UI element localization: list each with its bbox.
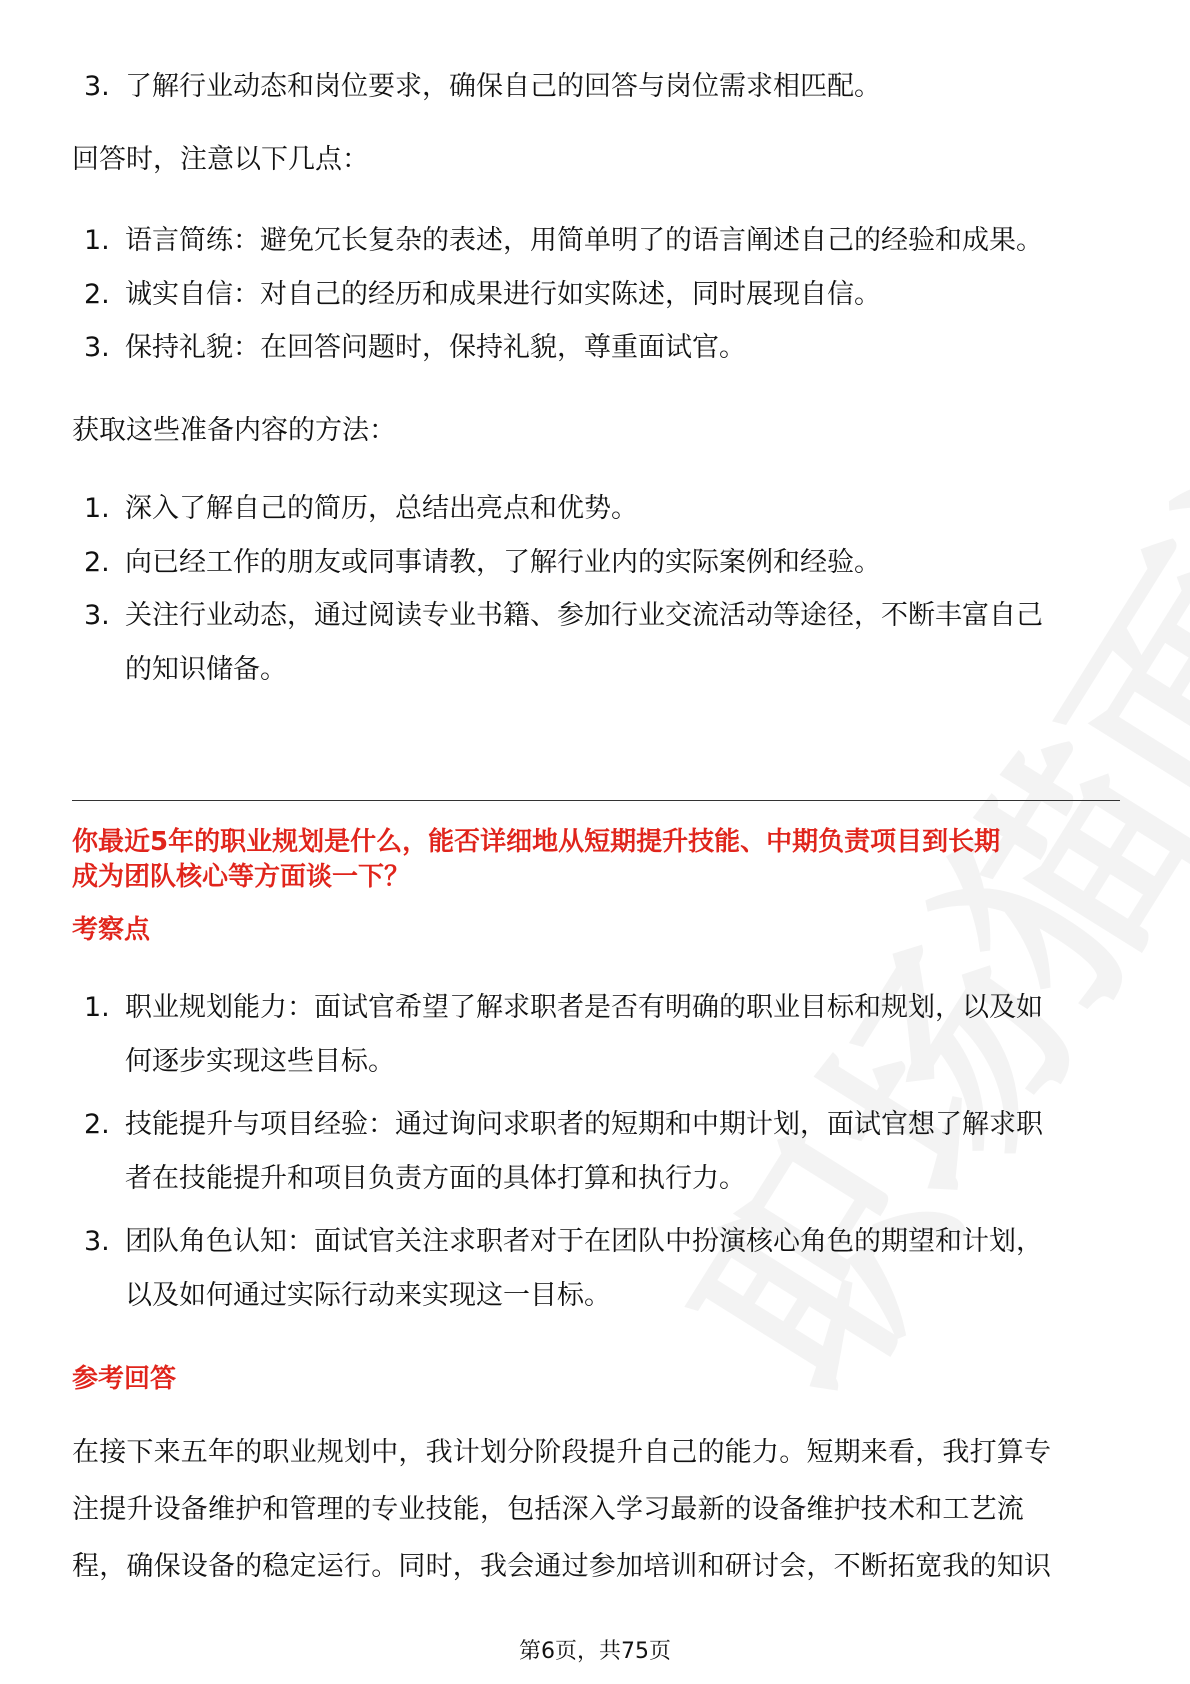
question-title-line2: 成为团队核心等方面谈一下？ bbox=[72, 862, 411, 892]
list-number: 3. bbox=[84, 71, 110, 102]
list-text: 何逐步实现这些目标。 bbox=[125, 1046, 395, 1077]
list-number: 3. bbox=[84, 1226, 110, 1257]
list-number: 3. bbox=[84, 600, 110, 631]
list-text: 职业规划能力：面试官希望了解求职者是否有明确的职业目标和规划，以及如 bbox=[125, 992, 1043, 1023]
page-number: 第6页，共75页 bbox=[519, 1639, 671, 1664]
list-text: 诚实自信：对自己的经历和成果进行如实陈述，同时展现自信。 bbox=[125, 279, 881, 310]
list-text: 了解行业动态和岗位要求，确保自己的回答与岗位需求相匹配。 bbox=[125, 71, 881, 102]
list-number: 1. bbox=[84, 493, 110, 524]
answer-line: 在接下来五年的职业规划中，我计划分阶段提升自己的能力。短期来看，我打算专 bbox=[72, 1437, 1052, 1468]
list-number: 1. bbox=[84, 225, 110, 256]
section-divider bbox=[72, 800, 1120, 801]
list-number: 1. bbox=[84, 992, 110, 1023]
list-text: 以及如何通过实际行动来实现这一目标。 bbox=[125, 1280, 611, 1311]
list-text: 深入了解自己的简历，总结出亮点和优势。 bbox=[125, 493, 638, 524]
answer-heading: 参考回答 bbox=[72, 1364, 177, 1394]
answer-tips-heading: 回答时，注意以下几点： bbox=[72, 144, 369, 175]
question-title-line1: 你最近5年的职业规划是什么，能否详细地从短期提升技能、中期负责项目到长期 bbox=[72, 827, 1001, 857]
list-text: 向已经工作的朋友或同事请教，了解行业内的实际案例和经验。 bbox=[125, 547, 881, 578]
answer-line: 注提升设备维护和管理的专业技能，包括深入学习最新的设备维护技术和工艺流 bbox=[72, 1494, 1024, 1525]
list-text: 关注行业动态，通过阅读专业书籍、参加行业交流活动等途径，不断丰富自己 bbox=[125, 600, 1043, 631]
list-number: 2. bbox=[84, 547, 110, 578]
list-text: 语言简练：避免冗长复杂的表述，用简单明了的语言阐述自己的经验和成果。 bbox=[125, 225, 1043, 256]
list-number: 2. bbox=[84, 279, 110, 310]
methods-heading: 获取这些准备内容的方法： bbox=[72, 415, 396, 446]
list-number: 2. bbox=[84, 1109, 110, 1140]
list-text: 的知识储备。 bbox=[125, 654, 287, 685]
list-number: 3. bbox=[84, 332, 110, 363]
answer-line: 程，确保设备的稳定运行。同时，我会通过参加培训和研讨会，不断拓宽我的知识 bbox=[72, 1551, 1052, 1582]
list-text: 团队角色认知：面试官关注求职者对于在团队中扮演核心角色的期望和计划， bbox=[125, 1226, 1043, 1257]
list-text: 保持礼貌：在回答问题时，保持礼貌，尊重面试官。 bbox=[125, 332, 746, 363]
list-text: 者在技能提升和项目负责方面的具体打算和执行力。 bbox=[125, 1163, 746, 1194]
list-text: 技能提升与项目经验：通过询问求职者的短期和中期计划，面试官想了解求职 bbox=[125, 1109, 1043, 1140]
focus-heading: 考察点 bbox=[72, 915, 151, 945]
